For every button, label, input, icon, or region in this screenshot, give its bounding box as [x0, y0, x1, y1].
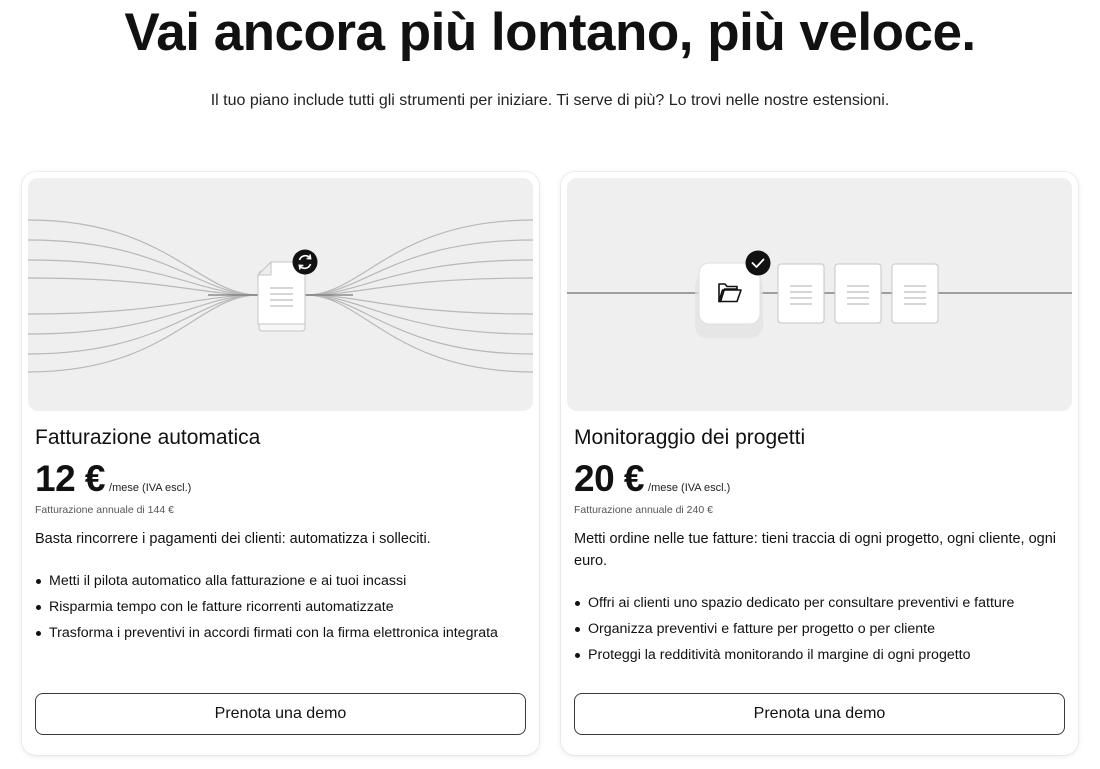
book-demo-button[interactable]: Prenota una demo — [574, 693, 1065, 735]
sync-icon — [293, 250, 318, 275]
addon-card-automatic-invoicing — [22, 172, 539, 755]
project-tracking-illustration — [567, 178, 1072, 411]
feature-list — [574, 590, 1064, 668]
feature-item: Metti il pilota automatico alla fatturazione e ai tuoi incassi — [35, 568, 525, 594]
price-period: /mese (IVA escl.) — [109, 482, 192, 494]
card-description: Basta rincorrere i pagamenti dei clienti: automatizza i solleciti. — [35, 531, 431, 547]
price — [574, 458, 730, 498]
price-period: /mese (IVA escl.) — [648, 482, 731, 494]
book-demo-button[interactable]: Prenota una demo — [35, 693, 526, 735]
feature-item: Proteggi la redditività monitorando il margine di ogni progetto — [574, 642, 1064, 668]
checkmark-icon — [746, 251, 771, 276]
card-title: Monitoraggio dei progetti — [574, 426, 806, 449]
feature-item: Trasforma i preventivi in accordi firmati con la firma elettronica integrata — [35, 620, 525, 646]
timeline-graphic — [567, 178, 1072, 411]
page-subtitle: Il tuo piano include tutti gli strumenti per iniziare. Ti serve di più? Lo trovi nelle nostre estensioni. — [210, 92, 890, 109]
price-amount: 12 € — [35, 458, 106, 499]
feature-item: Organizza preventivi e fatture per progetto o per cliente — [574, 616, 1064, 642]
automatic-invoicing-illustration — [28, 178, 533, 411]
annual-billing-note: Fatturazione annuale di 240 € — [574, 504, 713, 516]
feature-item: Risparmia tempo con le fatture ricorrenti automatizzate — [35, 594, 525, 620]
price-amount: 20 € — [574, 458, 645, 499]
feature-list — [35, 568, 525, 646]
page-title: Vai ancora più lontano, più veloce. — [124, 3, 976, 62]
card-description: Metti ordine nelle tue fatture: tieni traccia di ogni progetto, ogni cliente, ogni euro. — [574, 531, 1057, 569]
document-icon — [892, 264, 938, 323]
annual-billing-note: Fatturazione annuale di 144 € — [35, 504, 174, 516]
document-icon — [835, 264, 881, 323]
document-icon — [258, 262, 305, 331]
converging-lines-graphic — [28, 178, 533, 411]
price — [35, 458, 191, 498]
card-title: Fatturazione automatica — [35, 426, 261, 449]
document-icon — [778, 264, 824, 323]
addon-card-project-tracking — [561, 172, 1078, 755]
feature-item: Offri ai clienti uno spazio dedicato per consultare preventivi e fatture — [574, 590, 1064, 616]
